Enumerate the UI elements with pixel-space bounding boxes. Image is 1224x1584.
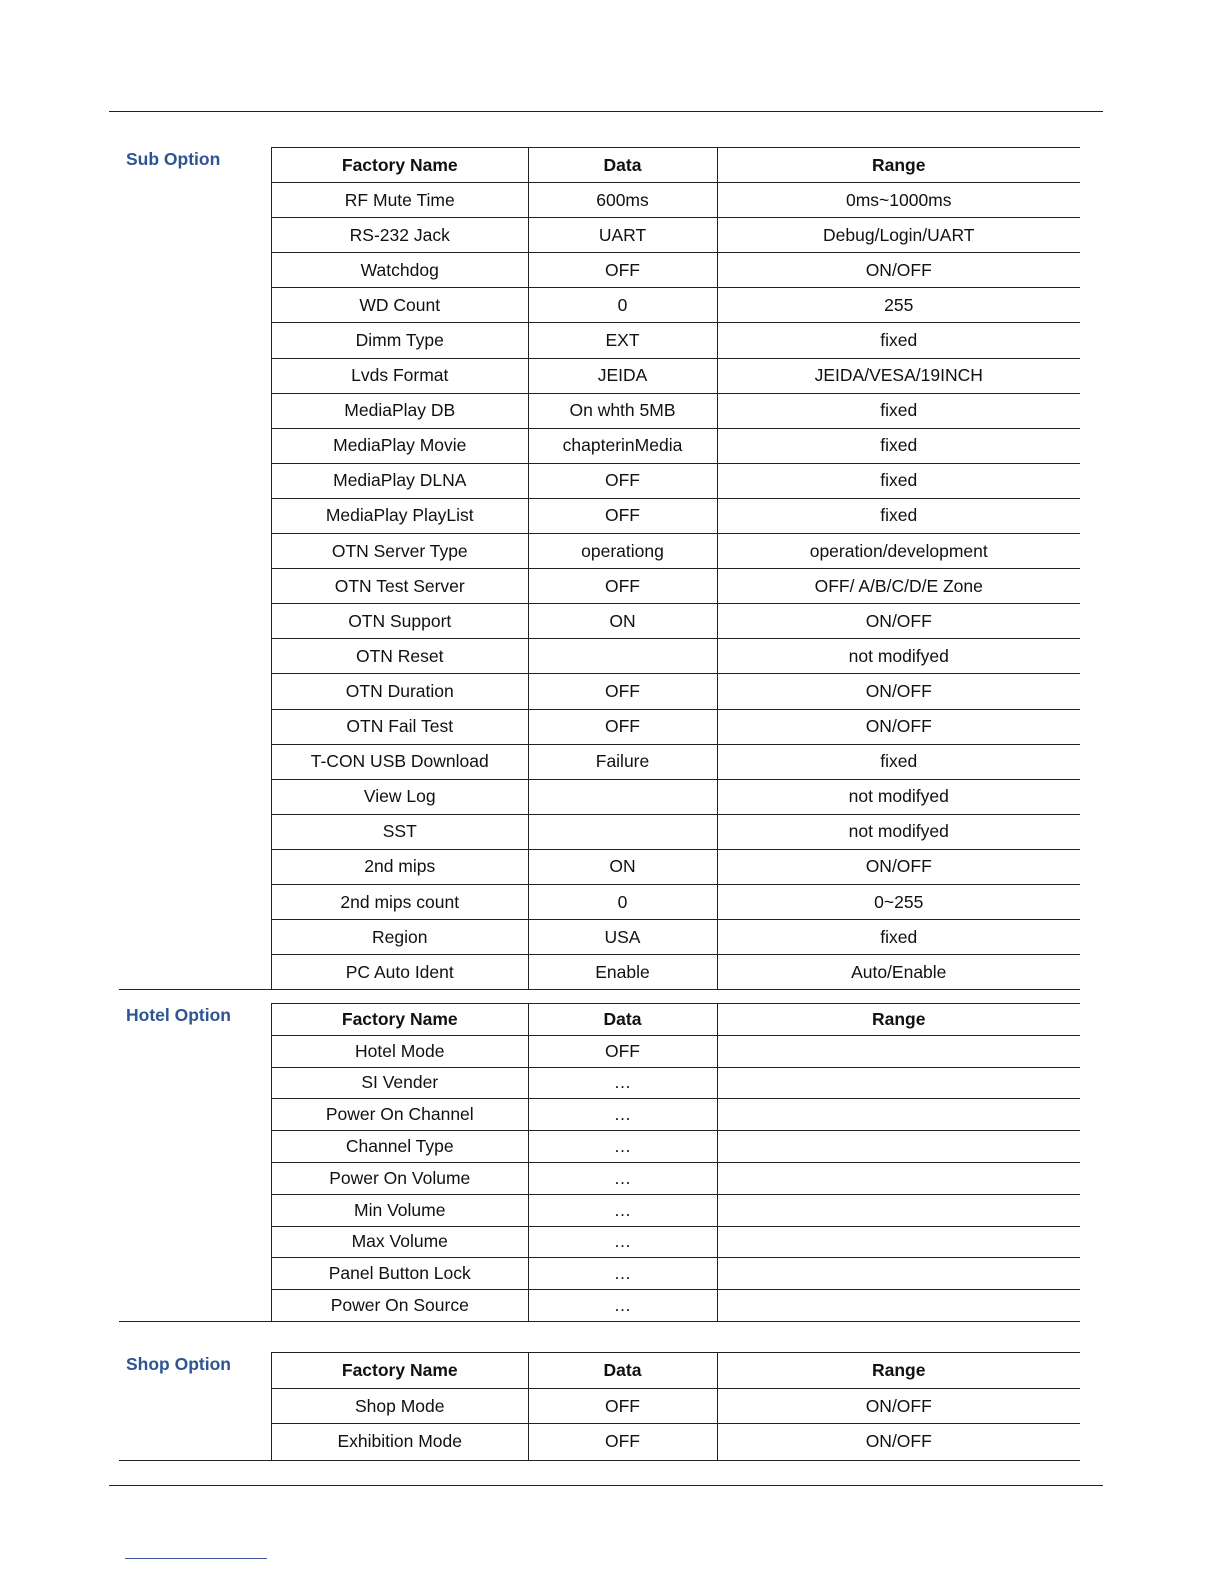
cell-factory-name: Max Volume	[272, 1226, 528, 1258]
cell-factory-name: Panel Button Lock	[272, 1258, 528, 1290]
cell-data: OFF	[528, 569, 717, 604]
table-row	[272, 534, 1080, 569]
cell-data: ON	[528, 849, 717, 884]
cell-range	[717, 1067, 1080, 1099]
cell-factory-name: RS-232 Jack	[272, 218, 528, 253]
cell-range: ON/OFF	[717, 604, 1080, 639]
table-row	[272, 1194, 1080, 1226]
header-data: Data	[528, 148, 717, 183]
header-range: Range	[717, 1004, 1080, 1036]
cell-factory-name: Shop Mode	[272, 1388, 528, 1424]
cell-range: fixed	[717, 323, 1080, 358]
cell-data: chapterinMedia	[528, 428, 717, 463]
cell-factory-name: RF Mute Time	[272, 183, 528, 218]
cell-range: fixed	[717, 744, 1080, 779]
table-row	[272, 1131, 1080, 1163]
cell-range: OFF/ A/B/C/D/E Zone	[717, 569, 1080, 604]
cell-range: not modifyed	[717, 779, 1080, 814]
table-row	[272, 674, 1080, 709]
cell-factory-name: OTN Fail Test	[272, 709, 528, 744]
cell-range	[717, 1099, 1080, 1131]
header-factory-name: Factory Name	[272, 1004, 528, 1036]
cell-range	[717, 1035, 1080, 1067]
table-row	[272, 498, 1080, 533]
top-rule	[109, 111, 1103, 112]
cell-range: ON/OFF	[717, 709, 1080, 744]
cell-data: OFF	[528, 498, 717, 533]
cell-data: OFF	[528, 1388, 717, 1424]
cell-data: 0	[528, 288, 717, 323]
header-factory-name: Factory Name	[272, 1353, 528, 1389]
table-row	[272, 744, 1080, 779]
shop-option-section	[119, 1352, 1080, 1461]
cell-data: Failure	[528, 744, 717, 779]
cell-range	[717, 1290, 1080, 1322]
cell-data: …	[528, 1067, 717, 1099]
header-range: Range	[717, 148, 1080, 183]
table-row	[272, 920, 1080, 955]
table-row	[272, 1067, 1080, 1099]
cell-range: 0ms~1000ms	[717, 183, 1080, 218]
cell-range: ON/OFF	[717, 674, 1080, 709]
section-label: Sub Option	[126, 149, 221, 169]
header-factory-name: Factory Name	[272, 148, 528, 183]
cell-range	[717, 1226, 1080, 1258]
table-row	[272, 463, 1080, 498]
cell-factory-name: Hotel Mode	[272, 1035, 528, 1067]
cell-range: fixed	[717, 393, 1080, 428]
cell-factory-name: Dimm Type	[272, 323, 528, 358]
cell-range	[717, 1162, 1080, 1194]
cell-factory-name: Exhibition Mode	[337, 1431, 463, 1452]
cell-factory-name: Power On Volume	[272, 1162, 528, 1194]
cell-range: fixed	[717, 498, 1080, 533]
cell-range	[717, 1194, 1080, 1226]
cell-range: ON/OFF	[717, 1388, 1080, 1424]
cell-data: OFF	[528, 1424, 717, 1460]
cell-data: …	[528, 1258, 717, 1290]
cell-factory-name: MediaPlay Movie	[272, 428, 528, 463]
table-row	[272, 1226, 1080, 1258]
cell-factory-name: Min Volume	[272, 1194, 528, 1226]
options-table	[272, 147, 1080, 990]
table-row	[272, 1162, 1080, 1194]
cell-factory-name: OTN Support	[272, 604, 528, 639]
sub-option-section	[119, 147, 1080, 990]
table-row	[272, 569, 1080, 604]
cell-range: not modifyed	[717, 814, 1080, 849]
table-row	[272, 814, 1080, 849]
table-row	[272, 1258, 1080, 1290]
cell-range: ON/OFF	[717, 253, 1080, 288]
cell-data: ON	[528, 604, 717, 639]
cell-factory-name: OTN Duration	[272, 674, 528, 709]
cell-data: OFF	[528, 253, 717, 288]
hotel-option-section	[119, 1003, 1080, 1322]
cell-factory-name: SI Vender	[272, 1067, 528, 1099]
cell-data: …	[528, 1290, 717, 1322]
table-row	[272, 849, 1080, 884]
table-row	[272, 1388, 1080, 1424]
cell-factory-name: OTN Reset	[272, 639, 528, 674]
cell-data: JEIDA	[528, 358, 717, 393]
header-range: Range	[717, 1353, 1080, 1389]
cell-range: ON/OFF	[717, 849, 1080, 884]
cell-factory-name: MediaPlay PlayList	[272, 498, 528, 533]
cell-range: fixed	[717, 920, 1080, 955]
cell-data: OFF	[528, 1035, 717, 1067]
table-row	[272, 955, 1080, 990]
cell-factory-name: Watchdog	[272, 253, 528, 288]
cell-factory-name: MediaPlay DB	[272, 393, 528, 428]
cell-range	[717, 1131, 1080, 1163]
section-label: Shop Option	[126, 1354, 231, 1374]
table-row	[272, 428, 1080, 463]
cell-range: operation/development	[717, 534, 1080, 569]
cell-range: 0~255	[717, 884, 1080, 919]
cell-data: …	[528, 1194, 717, 1226]
cell-data	[528, 814, 717, 849]
cell-range: Debug/Login/UART	[717, 218, 1080, 253]
cell-data: …	[528, 1226, 717, 1258]
options-table	[272, 1352, 1080, 1460]
cell-factory-name: OTN Server Type	[272, 534, 528, 569]
cell-data: UART	[528, 218, 717, 253]
cell-factory-name: View Log	[272, 779, 528, 814]
cell-range: fixed	[717, 463, 1080, 498]
cell-data: 600ms	[528, 183, 717, 218]
table-row	[272, 639, 1080, 674]
cell-range: not modifyed	[717, 639, 1080, 674]
cell-data: …	[528, 1162, 717, 1194]
header-data: Data	[528, 1004, 717, 1036]
cell-data: Enable	[528, 955, 717, 990]
cell-data: On whth 5MB	[528, 393, 717, 428]
cell-data	[528, 639, 717, 674]
table-row	[272, 779, 1080, 814]
table-row	[272, 884, 1080, 919]
section-label: Hotel Option	[126, 1005, 231, 1025]
cell-data: …	[528, 1099, 717, 1131]
cell-data: …	[528, 1131, 717, 1163]
cell-factory-name: PC Auto Ident	[345, 961, 454, 982]
cell-data: OFF	[528, 674, 717, 709]
table-row	[272, 323, 1080, 358]
cell-factory-name: Power On Channel	[272, 1099, 528, 1131]
cell-range: Auto/Enable	[717, 955, 1080, 990]
table-row	[272, 1035, 1080, 1067]
cell-factory-name: Region	[272, 920, 528, 955]
cell-factory-name: Lvds Format	[272, 358, 528, 393]
cell-data: OFF	[528, 709, 717, 744]
cell-factory-name: 2nd mips count	[272, 884, 528, 919]
table-header-row	[272, 148, 1080, 183]
table-header-row	[272, 1004, 1080, 1036]
cell-factory-name: 2nd mips	[272, 849, 528, 884]
cell-range	[717, 1258, 1080, 1290]
cell-range: ON/OFF	[717, 1424, 1080, 1460]
cell-factory-name: Channel Type	[272, 1131, 528, 1163]
table-row	[272, 183, 1080, 218]
cell-range: 255	[717, 288, 1080, 323]
header-data: Data	[528, 1353, 717, 1389]
cell-data: OFF	[528, 463, 717, 498]
cell-factory-name: Power On Source	[330, 1295, 469, 1316]
cell-range: fixed	[717, 428, 1080, 463]
table-row	[272, 358, 1080, 393]
table-header-row	[272, 1353, 1080, 1389]
table-row	[272, 253, 1080, 288]
cell-factory-name: MediaPlay DLNA	[272, 463, 528, 498]
cell-factory-name: OTN Test Server	[272, 569, 528, 604]
table-row	[272, 393, 1080, 428]
cell-factory-name: WD Count	[272, 288, 528, 323]
table-row	[272, 1424, 1080, 1460]
options-table	[272, 1003, 1080, 1321]
cell-range: JEIDA/VESA/19INCH	[717, 358, 1080, 393]
table-row	[272, 1099, 1080, 1131]
cell-factory-name: T-CON USB Download	[272, 744, 528, 779]
cell-data: operationg	[528, 534, 717, 569]
bottom-rule	[109, 1485, 1103, 1486]
table-row	[272, 604, 1080, 639]
table-row	[272, 218, 1080, 253]
cell-factory-name: SST	[272, 814, 528, 849]
cell-data: USA	[528, 920, 717, 955]
table-row	[272, 288, 1080, 323]
cell-data: 0	[528, 884, 717, 919]
footer-link-underline	[125, 1558, 267, 1559]
table-row	[272, 1290, 1080, 1322]
table-row	[272, 709, 1080, 744]
cell-data: EXT	[528, 323, 717, 358]
cell-data	[528, 779, 717, 814]
